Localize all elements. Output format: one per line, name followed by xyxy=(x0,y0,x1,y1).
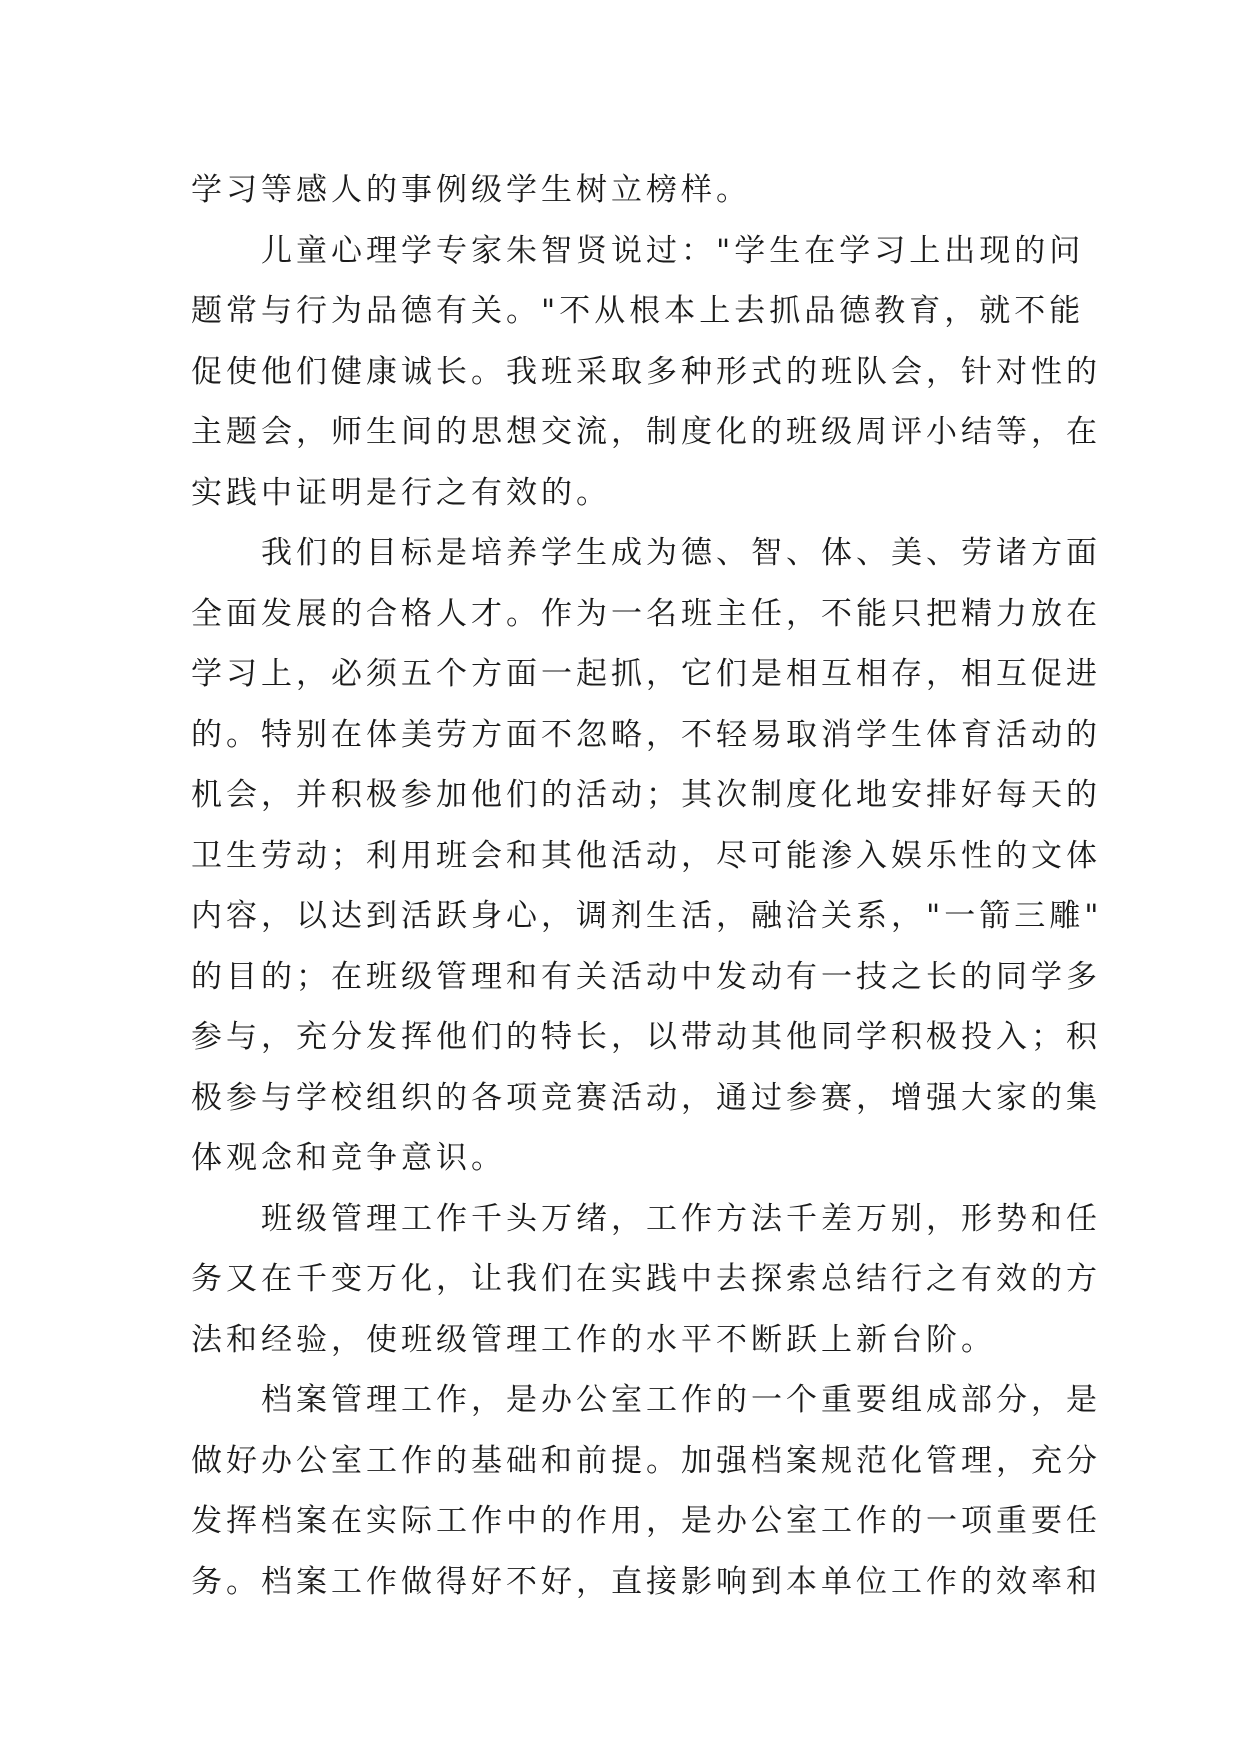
text-line: 主题会，师生间的思想交流，制度化的班级周评小结等，在 xyxy=(191,414,1101,450)
text-line: 参与，充分发挥他们的特长，以带动其他同学积极投入；积 xyxy=(191,1019,1101,1055)
text-line: 档案管理工作，是办公室工作的一个重要组成部分，是 xyxy=(261,1382,1101,1418)
text-line: 机会，并积极参加他们的活动；其次制度化地安排好每天的 xyxy=(191,777,1101,813)
text-line: 的。特别在体美劳方面不忽略，不轻易取消学生体育活动的 xyxy=(191,716,1101,753)
text-line: 班级管理工作千头万绪，工作方法千差万别，形势和任 xyxy=(261,1200,1101,1237)
text-line: 全面发展的合格人才。作为一名班主任，不能只把精力放在 xyxy=(191,595,1101,632)
text-line: 卫生劳动；利用班会和其他活动，尽可能渗入娱乐性的文体 xyxy=(191,837,1101,874)
text-line: 的目的；在班级管理和有关活动中发动有一技之长的同学多 xyxy=(191,958,1101,995)
paragraph xyxy=(191,221,1101,524)
text-line: 促使他们健康诚长。我班采取多种形式的班队会，针对性的 xyxy=(191,353,1101,390)
text-line: 务。档案工作做得好不好，直接影响到本单位工作的效率和 xyxy=(191,1563,1101,1600)
paragraph xyxy=(191,160,1051,221)
text-line: 体观念和竞争意识。 xyxy=(191,1140,506,1176)
paragraph xyxy=(191,1189,1101,1371)
text-line: 内容，以达到活跃身心，调剂生活，融洽关系，"一箭三雕" xyxy=(191,898,1103,934)
document-body xyxy=(191,160,1103,1612)
text-line: 极参与学校组织的各项竞赛活动，通过参赛，增强大家的集 xyxy=(191,1079,1101,1116)
paragraph xyxy=(191,523,1103,1189)
text-line: 题常与行为品德有关。"不从根本上去抓品德教育，就不能 xyxy=(191,293,1085,329)
text-line: 我们的目标是培养学生成为德、智、体、美、劳诸方面 xyxy=(261,535,1101,571)
paragraph xyxy=(191,1370,1101,1612)
text-line: 实践中证明是行之有效的。 xyxy=(191,474,611,511)
text-line: 做好办公室工作的基础和前提。加强档案规范化管理，充分 xyxy=(191,1442,1101,1479)
text-line: 学习等感人的事例级学生树立榜样。 xyxy=(191,172,751,208)
text-line: 儿童心理学专家朱智贤说过："学生在学习上出现的问 xyxy=(261,232,1085,269)
text-line: 发挥档案在实际工作中的作用，是办公室工作的一项重要任 xyxy=(191,1503,1101,1539)
text-line: 务又在千变万化，让我们在实践中去探索总结行之有效的方 xyxy=(191,1261,1101,1297)
text-line: 法和经验，使班级管理工作的水平不断跃上新台阶。 xyxy=(191,1321,996,1358)
text-line: 学习上，必须五个方面一起抓，它们是相互相存，相互促进 xyxy=(191,656,1101,692)
